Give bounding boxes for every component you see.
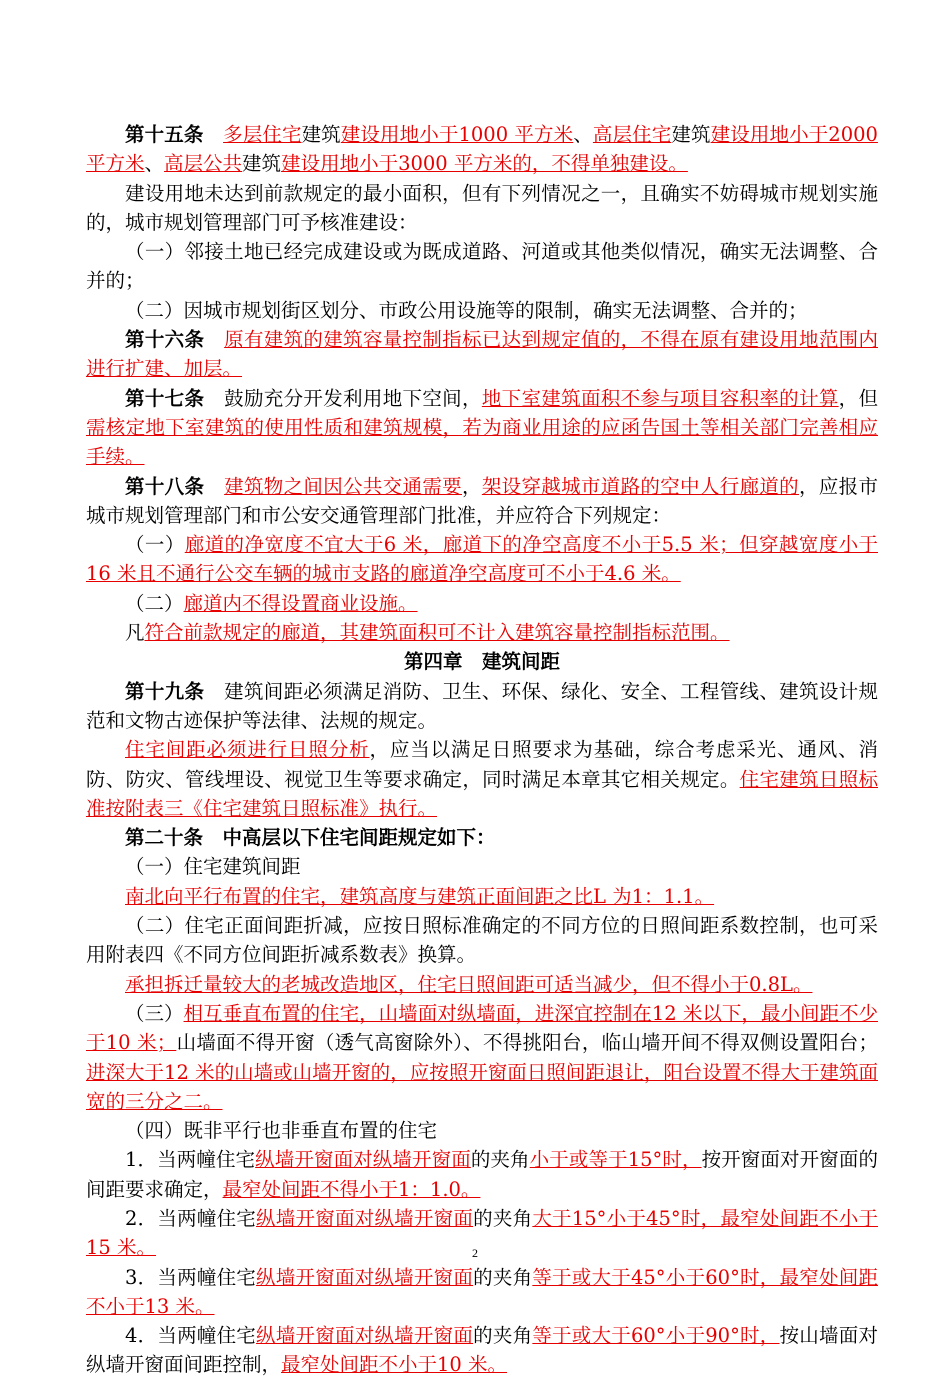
highlighted-text: 需核定地下室建筑的使用性质和建筑规模，若为商业用途的应函告国土等相关部门完善相应手续。: [86, 415, 878, 469]
highlighted-text: 纵墙开窗面对纵墙开窗面: [255, 1148, 471, 1172]
paragraph: [86, 296, 878, 325]
body-text: [204, 475, 224, 498]
highlighted-text: 高层公共: [164, 152, 243, 176]
highlighted-text: 纵墙开窗面对纵墙开窗面: [256, 1206, 474, 1230]
body-text: 的夹角: [473, 1324, 533, 1348]
article-heading: 第十五条: [125, 123, 204, 146]
body-text: ，: [462, 474, 482, 498]
highlighted-text: 等于或大于45°小于60°时，最窄处间距不小于13 米。: [86, 1265, 878, 1318]
paragraph: [86, 179, 878, 238]
highlighted-text: 多层住宅: [223, 123, 302, 146]
body-text: ，应报市城市规划管理部门和市公安交通管理部门批准，并应符合下列规定：: [86, 474, 878, 527]
body-text: 的夹角: [473, 1265, 533, 1289]
body-text: 建筑: [242, 152, 282, 176]
highlighted-text: 住宅建筑日照标准按附表三《住宅建筑日照标准》执行。: [86, 767, 878, 820]
body-text: （二）: [125, 591, 184, 615]
paragraph: [86, 472, 878, 531]
paragraph: [86, 852, 878, 881]
body-text: （二）住宅正面间距折减，应按日照标准确定的不同方位的日照间距系数控制，也可采用附表四《不同方位间距折减系数表》换算。: [86, 914, 878, 967]
highlighted-text: 承担拆迁量较大的老城改造地区，住宅日照间距可适当减少，但不得小于0.8L。: [125, 972, 813, 996]
paragraph: [86, 735, 878, 823]
body-text: 4．当两幢住宅: [125, 1324, 257, 1348]
body-text: 建设用地未达到前款规定的最小面积，但有下列情况之一，且确实不妨碍城市规划实施的，城市规划管理部门可予核准建设：: [86, 181, 878, 234]
paragraph: [86, 823, 878, 852]
highlighted-text: 符合前款规定的廊道，其建筑面积可不计入建筑容量控制指标范围。: [144, 621, 730, 645]
highlighted-text: 高层住宅: [592, 123, 672, 146]
body-text: 凡: [125, 621, 145, 645]
article-heading: 第十九条: [125, 679, 205, 703]
body-text: 建筑: [671, 123, 711, 146]
highlighted-text: 小于或等于15°时，: [529, 1148, 702, 1172]
body-text: 建筑: [301, 123, 341, 146]
body-text: [203, 123, 223, 146]
article-heading: 第十六条: [125, 328, 205, 352]
highlighted-text: 相互垂直布置的住宅，山墙面对纵墙面，进深宜控制在12 米以下，最小间距不少于10 米；: [86, 1001, 878, 1055]
body-text: （三）: [125, 1001, 184, 1025]
paragraph: [86, 999, 878, 1116]
body-text: 1．当两幢住宅: [125, 1148, 256, 1172]
paragraph: [86, 589, 878, 618]
highlighted-text: 建设用地小于3000 平方米的，不得单独建设。: [281, 152, 688, 176]
body-text: 、: [573, 123, 593, 146]
paragraph: [86, 325, 878, 384]
highlighted-text: 架设穿越城市道路的空中人行廊道的: [481, 474, 799, 498]
paragraph: [86, 1263, 878, 1322]
highlighted-text: 纵墙开窗面对纵墙开窗面: [256, 1265, 474, 1289]
highlighted-text: 纵墙开窗面对纵墙开窗面: [256, 1324, 474, 1348]
highlighted-text: 最窄处间距不小于10 米。: [281, 1353, 508, 1377]
body-text: 的夹角: [473, 1206, 533, 1230]
paragraph: [86, 384, 878, 472]
chapter-heading: [86, 647, 878, 676]
body-text: 鼓励充分开发利用地下空间，: [204, 386, 482, 410]
paragraph: [86, 1145, 878, 1204]
body-text: 建筑间距必须满足消防、卫生、环保、绿化、安全、工程管线、建筑设计规范和文物古迹保护等法律、法规的规定。: [86, 679, 878, 732]
paragraph: [86, 530, 878, 589]
article-heading: 第二十条 中高层以下住宅间距规定如下：: [125, 826, 496, 850]
highlighted-text: 最窄处间距不得小于1：1.0。: [222, 1177, 481, 1201]
highlighted-text: 廊道内不得设置商业设施。: [183, 591, 418, 615]
paragraph: [86, 618, 878, 647]
body-text: （一）: [125, 533, 185, 557]
body-text: （一）邻接土地已经完成建设或为既成道路、河道或其他类似情况，确实无法调整、合并的；: [86, 240, 878, 293]
highlighted-text: 地下室建筑面积不参与项目容积率的计算: [481, 386, 839, 410]
body-text: 第四章 建筑间距: [403, 650, 560, 674]
paragraph: [86, 882, 878, 911]
paragraph: [86, 1116, 878, 1145]
paragraph: [86, 1321, 878, 1380]
highlighted-text: 建设用地小于2000 平方米: [86, 123, 878, 176]
highlighted-text: 进深大于12 米的山墙或山墙开窗的，应按照开窗面日照间距退让，阳台设置不得大于建筑面宽的三分之二。: [86, 1060, 878, 1113]
document-body: [86, 120, 878, 1380]
body-text: 山墙面不得开窗（透气高窗除外）、不得挑阳台，临山墙开间不得双侧设置阳台；: [176, 1031, 878, 1055]
body-text: 按开窗面对开窗面的间距要求确定，: [86, 1148, 878, 1201]
paragraph: [86, 237, 878, 296]
paragraph: [86, 911, 878, 970]
body-text: 、: [144, 152, 165, 176]
highlighted-text: 廊道的净宽度不宜大于6 米，廊道下的净空高度不小于5.5 米；但穿越宽度小于16 米且不通行公交车辆的城市支路的廊道净空高度可不小于4.6 米。: [86, 533, 878, 586]
paragraph: [86, 677, 878, 736]
body-text: 的夹角: [470, 1148, 530, 1172]
body-text: ，但: [838, 386, 878, 410]
body-text: 2．当两幢住宅: [125, 1206, 257, 1230]
highlighted-text: 大于15°小于45°时，最窄处间距不小于15 米。: [86, 1206, 878, 1260]
paragraph: [86, 970, 878, 999]
body-text: ，应当以满足日照要求为基础，综合考虑采光、通风、消防、防灾、管线埋设、视觉卫生等要求确定，同时满足本章其它相关规定。: [86, 738, 878, 791]
highlighted-text: 建设用地小于1000 平方米: [340, 123, 574, 146]
highlighted-text: 等于或大于60°小于90°时，: [532, 1324, 780, 1348]
body-text: 按山墙面对纵墙开窗面间距控制，: [86, 1324, 878, 1377]
body-text: 3．当两幢住宅: [125, 1265, 257, 1289]
highlighted-text: 建筑物之间因公共交通需要: [224, 474, 462, 498]
highlighted-text: 原有建筑的建筑容量控制指标已达到规定值的，不得在原有建设用地范围内进行扩建、加层。: [86, 328, 878, 381]
paragraph: [86, 120, 878, 179]
body-text: （四）既非平行也非垂直布置的住宅: [125, 1119, 438, 1143]
article-heading: 第十七条: [125, 386, 205, 410]
highlighted-text: 南北向平行布置的住宅，建筑高度与建筑正面间距之比L 为1：1.1。: [125, 884, 715, 908]
body-text: （一）住宅建筑间距: [125, 855, 301, 879]
page-number: 2: [472, 1246, 478, 1260]
body-text: （二）因城市规划街区划分、市政公用设施等的限制，确实无法调整、合并的；: [125, 298, 808, 322]
body-text: [204, 328, 224, 351]
highlighted-text: 住宅间距必须进行日照分析: [125, 738, 370, 762]
article-heading: 第十八条: [125, 474, 205, 498]
